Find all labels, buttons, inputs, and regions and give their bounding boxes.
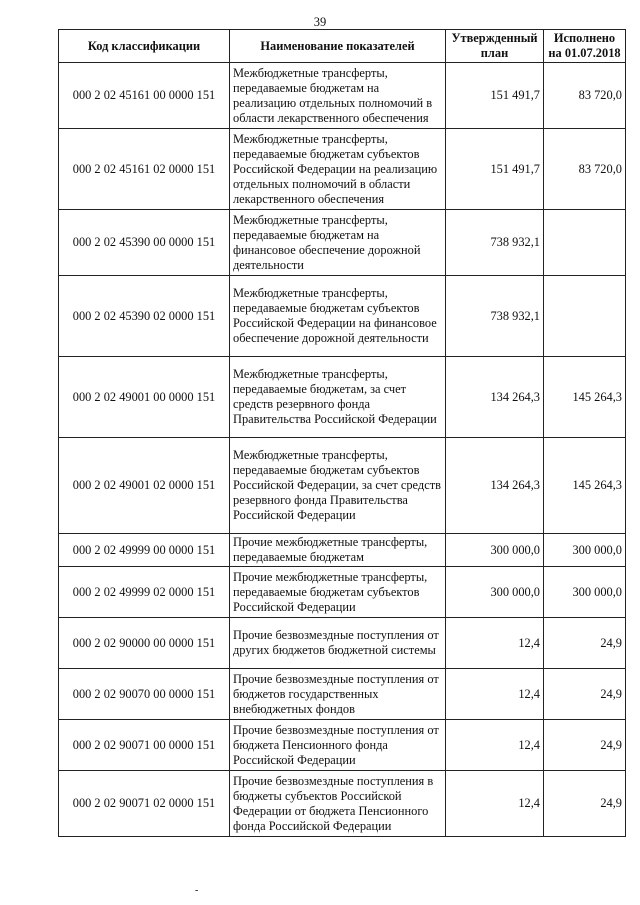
header-name: Наименование показателей	[230, 30, 446, 63]
cell-plan: 134 264,3	[446, 357, 544, 438]
cell-done: 24,9	[544, 669, 626, 720]
cell-code: 000 2 02 90000 00 0000 151	[59, 618, 230, 669]
cell-plan: 738 932,1	[446, 276, 544, 357]
cell-name: Прочие безвозмездные поступления от других бюджетов бюджетной системы	[230, 618, 446, 669]
cell-done: 145 264,3	[544, 438, 626, 534]
table-header-row	[59, 30, 626, 63]
table-row	[59, 63, 626, 129]
header-done-line1: Исполнено	[553, 31, 616, 45]
table-row	[59, 129, 626, 210]
cell-done: 24,9	[544, 771, 626, 837]
header-done	[544, 30, 626, 63]
cell-code: 000 2 02 49999 00 0000 151	[59, 534, 230, 567]
cell-plan: 300 000,0	[446, 567, 544, 618]
table-row	[59, 720, 626, 771]
header-done-line2: на 01.07.2018	[548, 46, 621, 60]
cell-plan: 12,4	[446, 669, 544, 720]
cell-code: 000 2 02 49001 00 0000 151	[59, 357, 230, 438]
cell-done: 83 720,0	[544, 63, 626, 129]
cell-done: 145 264,3	[544, 357, 626, 438]
header-code: Код классификации	[59, 30, 230, 63]
cell-code: 000 2 02 49999 02 0000 151	[59, 567, 230, 618]
cell-plan: 151 491,7	[446, 63, 544, 129]
table-row	[59, 276, 626, 357]
cell-done: 83 720,0	[544, 129, 626, 210]
cell-done	[544, 210, 626, 276]
table-row	[59, 771, 626, 837]
cell-name: Прочие безвозмездные поступления от бюджета Пенсионного фонда Российской Федерации	[230, 720, 446, 771]
table-row	[59, 438, 626, 534]
footer-mark: -	[195, 885, 199, 896]
header-plan-line2: план	[480, 46, 509, 60]
cell-code: 000 2 02 90071 02 0000 151	[59, 771, 230, 837]
header-plan-line1: Утвержденный	[451, 31, 538, 45]
cell-done: 24,9	[544, 720, 626, 771]
cell-done: 24,9	[544, 618, 626, 669]
table-row	[59, 534, 626, 567]
cell-name: Прочие межбюджетные трансферты, передаваемые бюджетам субъектов Российской Федерации	[230, 567, 446, 618]
cell-name: Межбюджетные трансферты, передаваемые бюджетам субъектов Российской Федерации на финансовое обеспечение дорожной деятельности	[230, 276, 446, 357]
cell-name: Межбюджетные трансферты, передаваемые бюджетам субъектов Российской Федерации, за счет средств резервного фонда Правительства Российской Федерации	[230, 438, 446, 534]
table-row	[59, 618, 626, 669]
table-row	[59, 567, 626, 618]
cell-name: Прочие безвозмездные поступления в бюджеты субъектов Российской Федерации от бюджета Пенсионного фонда Российской Федерации	[230, 771, 446, 837]
table-row	[59, 669, 626, 720]
cell-plan: 134 264,3	[446, 438, 544, 534]
cell-done	[544, 276, 626, 357]
cell-code: 000 2 02 45161 02 0000 151	[59, 129, 230, 210]
cell-name: Межбюджетные трансферты, передаваемые бюджетам субъектов Российской Федерации на реализацию отдельных полномочий в области лекарственного обеспечения	[230, 129, 446, 210]
cell-code: 000 2 02 45390 00 0000 151	[59, 210, 230, 276]
cell-code: 000 2 02 49001 02 0000 151	[59, 438, 230, 534]
cell-name: Прочие безвозмездные поступления от бюджетов государственных внебюджетных фондов	[230, 669, 446, 720]
cell-plan: 300 000,0	[446, 534, 544, 567]
cell-code: 000 2 02 90070 00 0000 151	[59, 669, 230, 720]
cell-plan: 738 932,1	[446, 210, 544, 276]
cell-plan: 12,4	[446, 618, 544, 669]
cell-code: 000 2 02 90071 00 0000 151	[59, 720, 230, 771]
cell-name: Прочие межбюджетные трансферты, передаваемые бюджетам	[230, 534, 446, 567]
table-row	[59, 357, 626, 438]
cell-done: 300 000,0	[544, 534, 626, 567]
cell-code: 000 2 02 45390 02 0000 151	[59, 276, 230, 357]
header-plan	[446, 30, 544, 63]
budget-table	[58, 29, 626, 837]
cell-plan: 12,4	[446, 771, 544, 837]
cell-plan: 151 491,7	[446, 129, 544, 210]
cell-code: 000 2 02 45161 00 0000 151	[59, 63, 230, 129]
table-row	[59, 210, 626, 276]
cell-plan: 12,4	[446, 720, 544, 771]
cell-name: Межбюджетные трансферты, передаваемые бюджетам, за счет средств резервного фонда Правительства Российской Федерации	[230, 357, 446, 438]
cell-name: Межбюджетные трансферты, передаваемые бюджетам на финансовое обеспечение дорожной деятельности	[230, 210, 446, 276]
page-number: 39	[313, 15, 327, 29]
cell-name: Межбюджетные трансферты, передаваемые бюджетам на реализацию отдельных полномочий в области лекарственного обеспечения	[230, 63, 446, 129]
cell-done: 300 000,0	[544, 567, 626, 618]
